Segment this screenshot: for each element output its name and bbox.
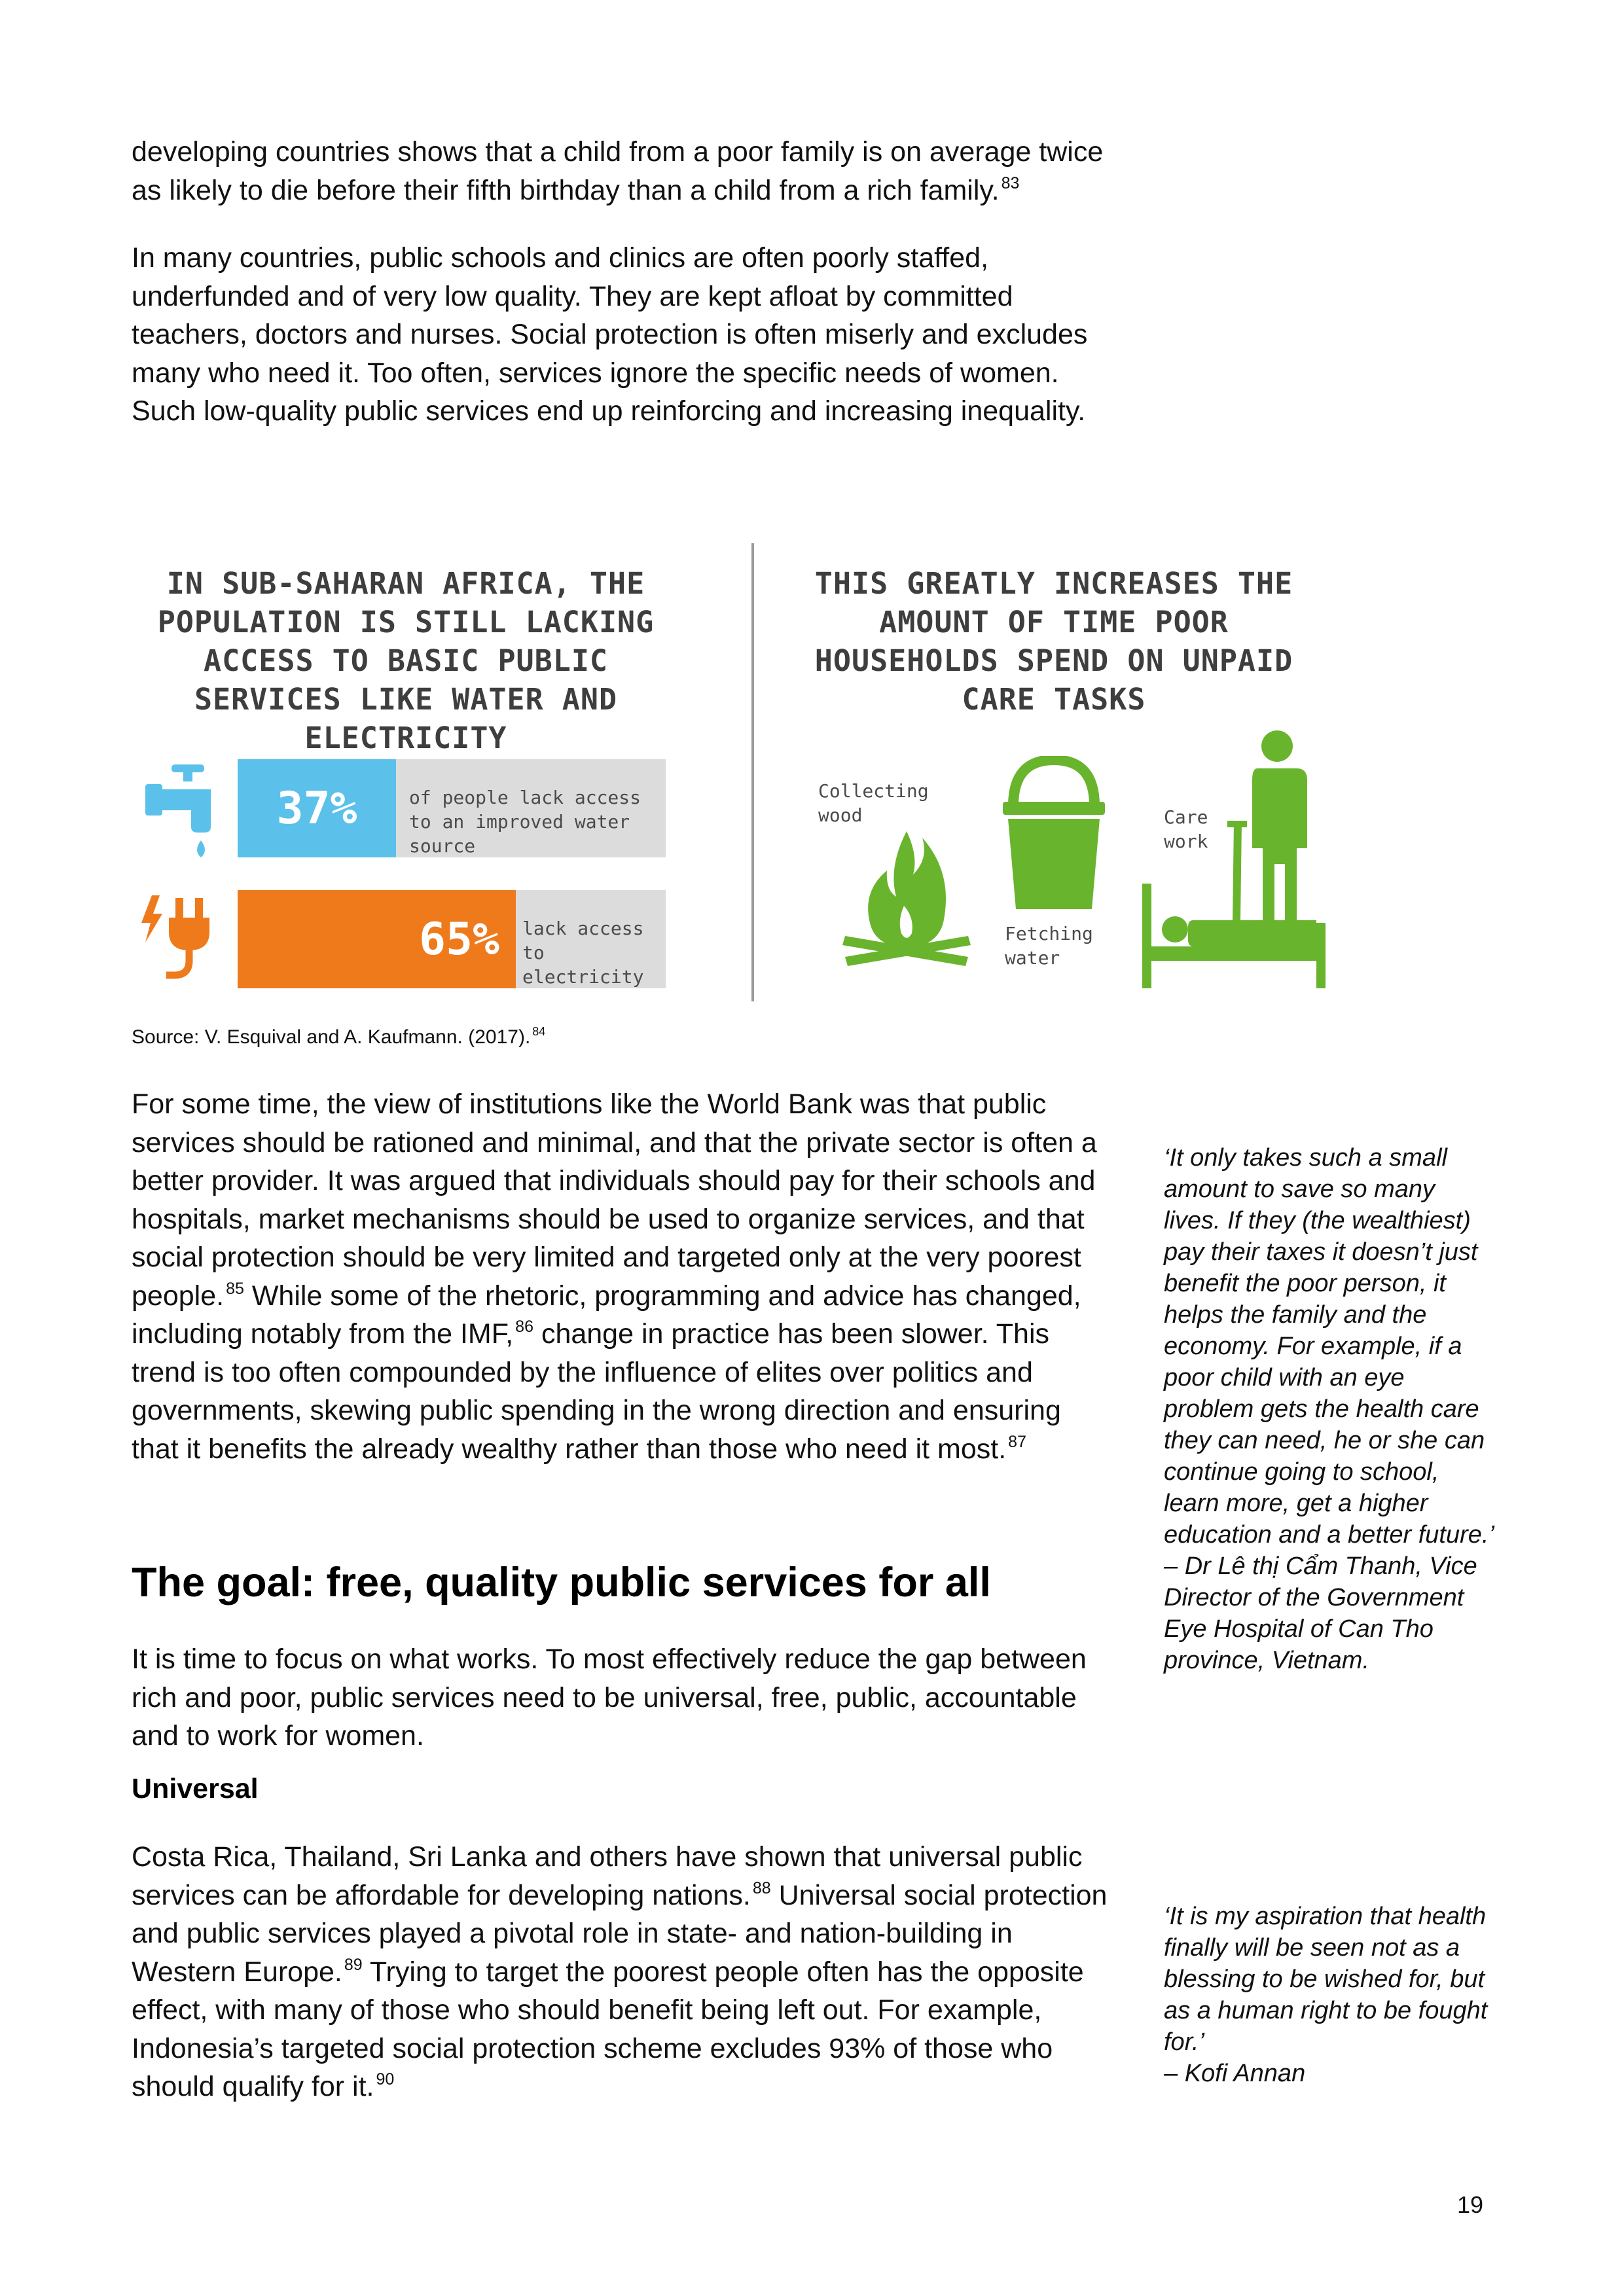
quote-2-attribution: – Kofi Annan [1164,2060,1306,2087]
footnote-84: 84 [532,1025,546,1038]
infographic-right-heading: THIS GREATLY INCREASES THE AMOUNT OF TIME POOR HOUSEHOLDS SPEND ON UNPAID CARE TASKS [814,566,1293,717]
fetching-water-label: Fetching water [1005,923,1093,969]
source-line [132,1024,545,1050]
footnote-83: 83 [1001,173,1020,192]
care-work-icon [1142,726,1329,988]
footnote-86: 86 [515,1318,533,1336]
footnote-89: 89 [344,1955,363,1974]
bucket-icon [1001,756,1106,913]
section-heading: The goal: free, quality public services for all [132,1560,991,1605]
infographic-left-heading: IN SUB-SAHARAN AFRICA, THE POPULATION IS STILL LACKING ACCESS TO BASIC PUBLIC SERVICES LIKE WATER AND ELECTRICITY [157,566,655,755]
page-number: 19 [1457,2191,1484,2218]
water-percent: 37% [276,783,357,834]
quote-1-text: ‘It only takes such a small amount to save so many lives. If they (the wealthiest) pay their taxes it doesn’t just benefit the poor person, it helps the family and the economy. For example, if a poor child with an eye problem gets the health care they can need, he or she can continue going to school, learn more, get a higher education and a better future.’ [1164,1144,1494,1549]
care-work-label: Care work [1164,806,1208,852]
water-label: of people lack access to an improved water source [409,787,641,857]
body-paragraph-text: For some time, the view of institutions like the World Bank was that public services should be rationed and minimal, and that the private sector is often a better provider. It was argued that individuals should pay for their schools and hospitals, market mechanisms should be used to organize services, and that social protection should be very limited and targeted only at the very poorest people. $^{85}$ While some of the rhetoric, programming and advice has changed, including notably from the IMF, $^{86}$ change in practice has been slower. This trend is too often compounded by the influence of elites over politics and governments, skewing public spending in the wrong direction and ensuring that it benefits the already wealthy rather than those who need it most. $^{87}$ [132,1088,1097,1465]
water-tap-icon [145,764,217,863]
quote-1-attribution: – Dr Lê thị Cẩm Thanh, Vice Director of the Government Eye Hospital of Can Tho province, Vietnam. [1164,1552,1477,1674]
universal-subheading: Universal [132,1773,259,1804]
quote-2-text: ‘It is my aspiration that health finally will be seen not as a blessing to be wished for, but as a human right to be fought for.’ [1164,1903,1488,2056]
footnote-85: 85 [226,1279,244,1298]
electricity-plug-icon [140,895,219,980]
infographic [131,537,1348,1008]
intro-text [132,133,1120,460]
footnote-87: 87 [1008,1432,1026,1451]
electricity-percent: 65% [419,914,499,965]
sidebar-quote-1 [1164,1142,1498,1676]
footnote-88: 88 [752,1878,771,1897]
fire-icon [841,818,972,975]
intro-paragraph-1: developing countries shows that a child from a poor family is on average twice as likely to die before their fifth birthday than a child from a rich family. $^{83}$ [132,136,1104,206]
footnote-90: 90 [376,2070,395,2089]
source-text: Source: V. Esquival and A. Kaufmann. (2017). [132,1026,531,1048]
universal-paragraph: Costa Rica, Thailand, Sri Lanka and others have shown that universal public services can be affordable for developing nations. $^{88}$ Universal social protection and public services played a pivotal role in state- and nation-building in Western Europe. $^{89}$ Trying to target the poorest people often has the opposite effect, with many of those who should benefit being left out. For example, Indonesia’s targeted social protection scheme excludes 93% of those who should qualify for it. $^{90}$ [132,1841,1108,2102]
electricity-label: lack access to electricity [522,918,644,988]
infographic-divider [751,543,754,1001]
goal-paragraph: It is time to focus on what works. To most effectively reduce the gap between rich and poor, public services need to be universal, free, public, accountable and to work for women. [132,1643,1087,1751]
sidebar-quote-2 [1164,1901,1498,2089]
collecting-wood-label: Collecting wood [818,780,929,826]
body-paragraph [132,1085,1113,1498]
intro-paragraph-2: In many countries, public schools and clinics are often poorly staffed, underfunded and of very low quality. They are kept afloat by committed teachers, doctors and nurses. Social protection is often miserly and excludes many who need it. Too often, services ignore the specific needs of women. Such low-quality public services end up reinforcing and increasing inequality. [132,242,1088,427]
